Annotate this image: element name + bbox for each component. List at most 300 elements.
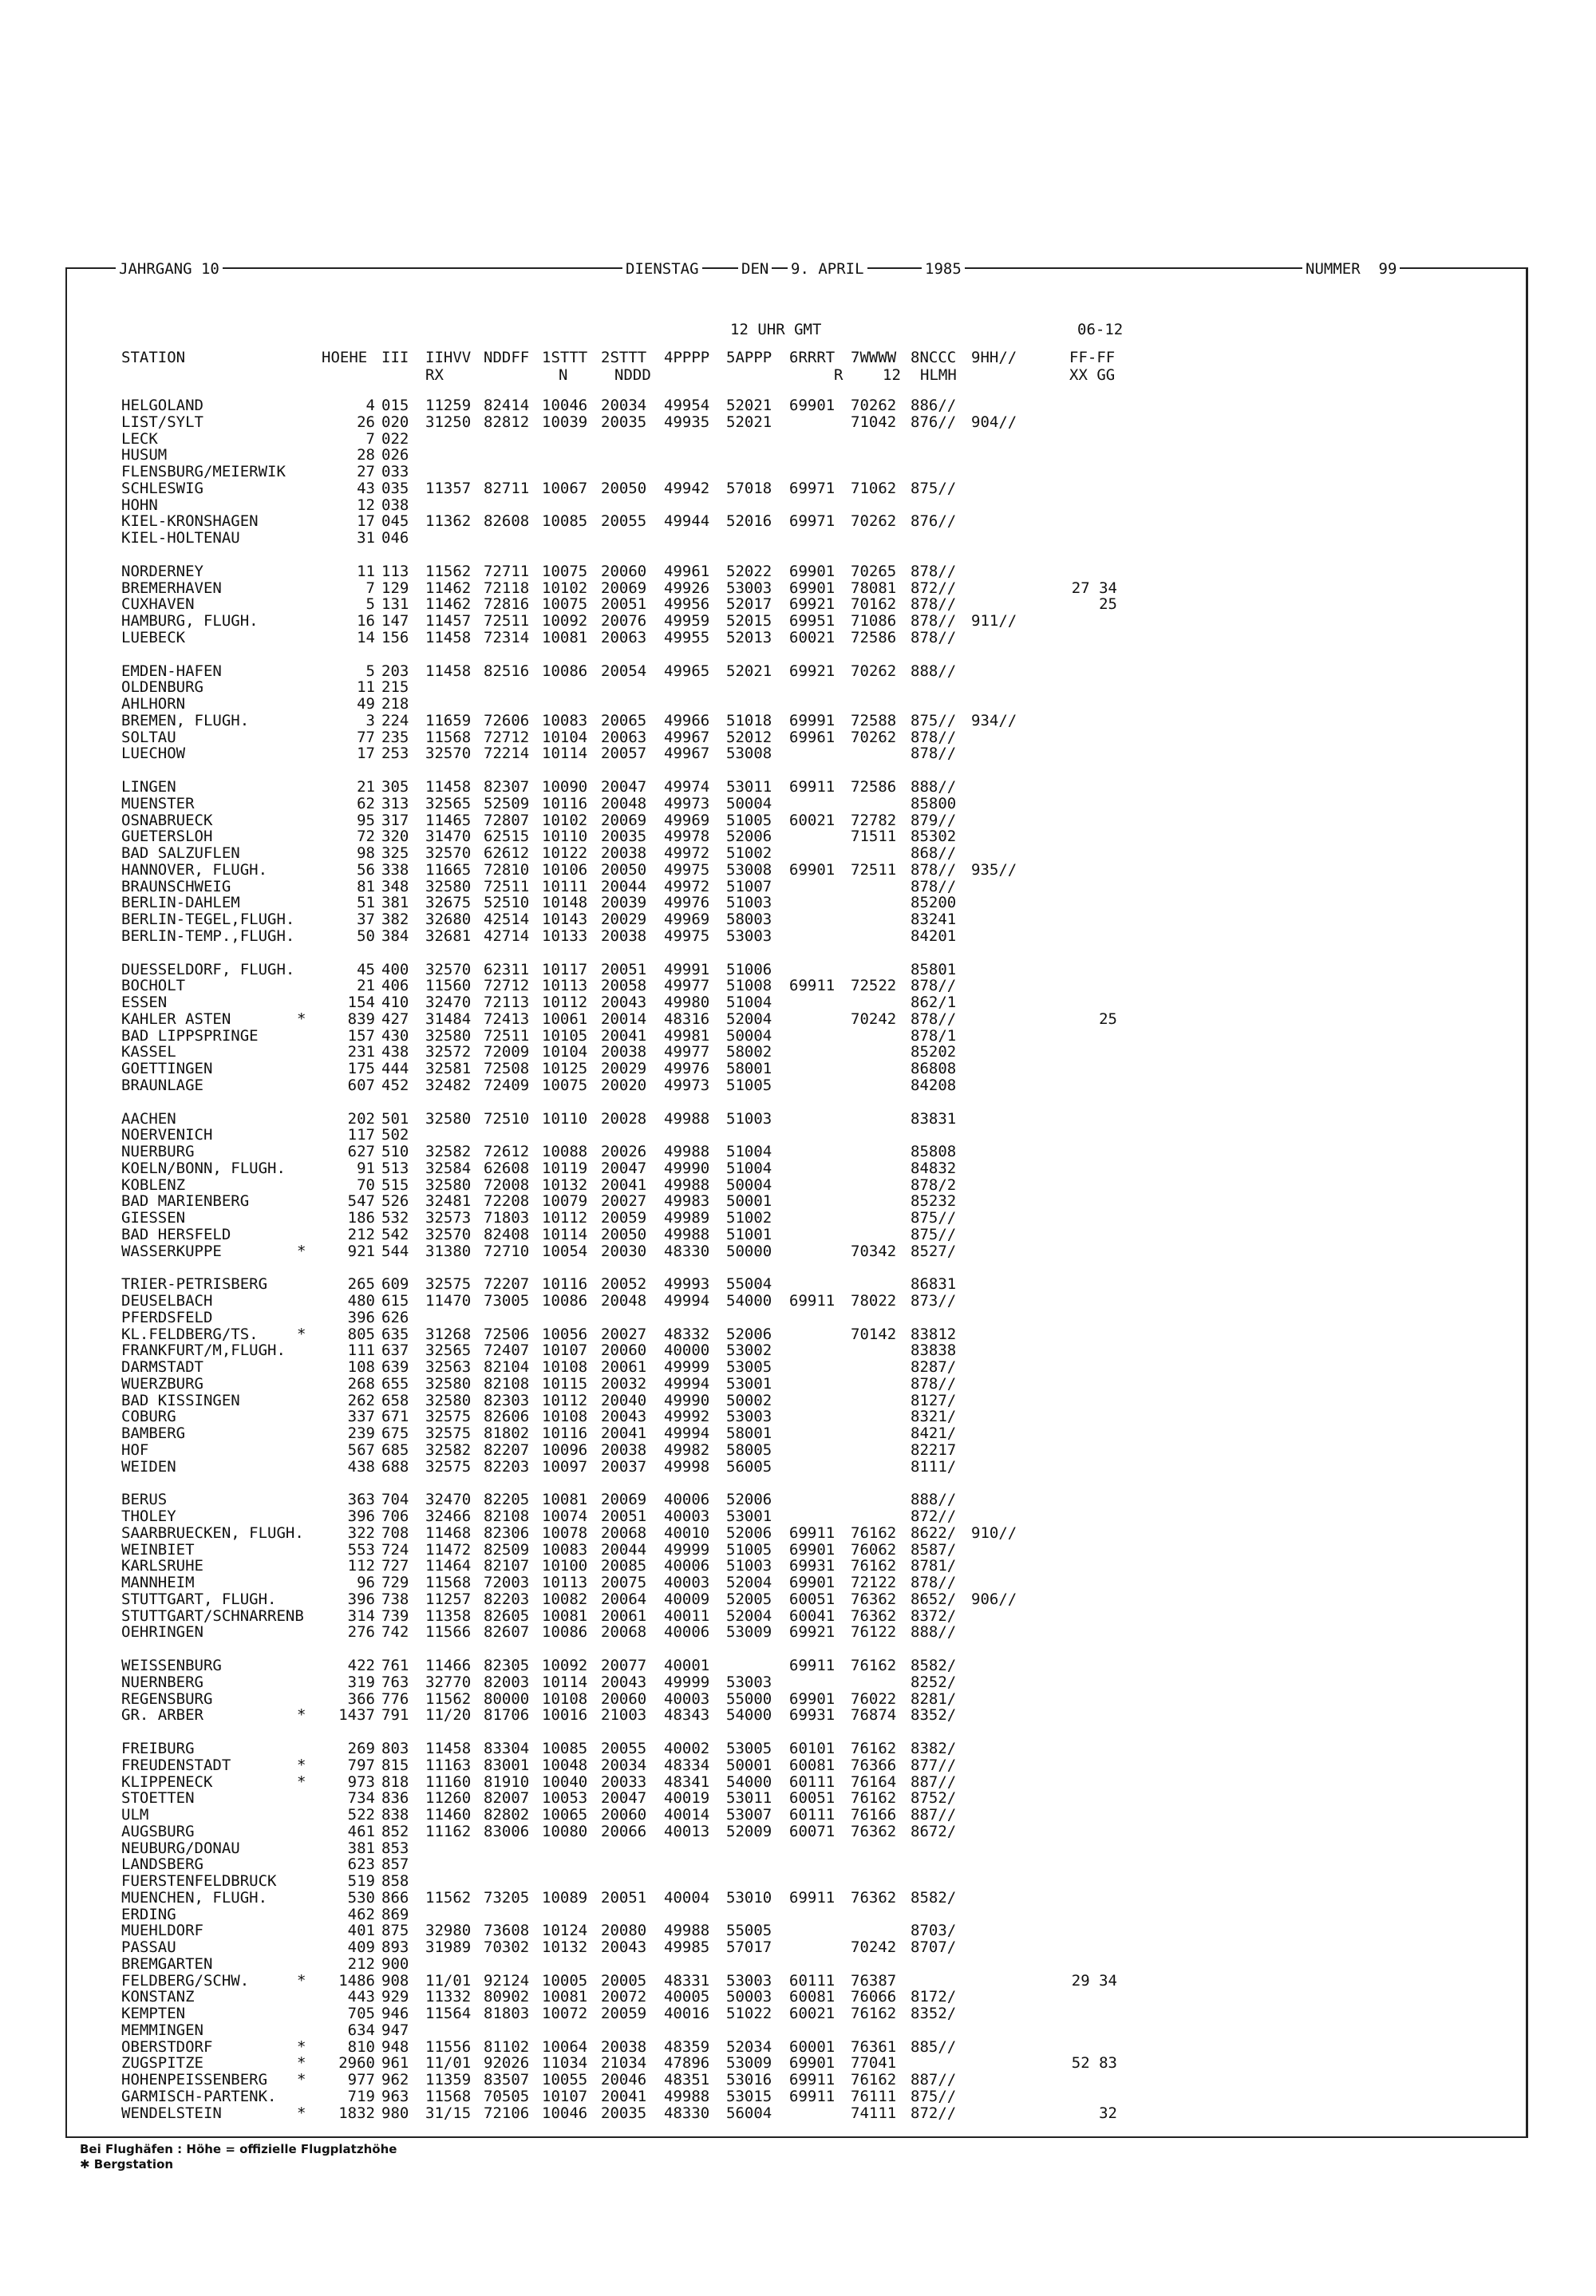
station-id: 609 xyxy=(381,1275,409,1293)
4pppp: 40010 xyxy=(664,1524,710,1542)
col-iii: III xyxy=(381,349,409,366)
6rrrt: 69921 xyxy=(789,595,836,613)
2sttt: 20043 xyxy=(601,1674,647,1691)
1sttt: 10119 xyxy=(542,1160,588,1177)
station-name: NUERNBERG xyxy=(121,1674,203,1691)
7wwww: 72782 xyxy=(851,812,897,829)
col-8nccc: 8NCCC xyxy=(911,349,957,366)
station-name: FELDBERG/SCHW. xyxy=(121,1972,250,1990)
elevation: 438 xyxy=(347,1458,375,1476)
mountain-marker: * xyxy=(297,1773,306,1791)
2sttt: 20047 xyxy=(601,778,647,796)
2sttt: 20043 xyxy=(601,994,647,1011)
8nccc: 886// xyxy=(911,397,957,414)
col-4pppp: 4PPPP xyxy=(664,349,710,366)
6rrrt: 60111 xyxy=(789,1773,836,1791)
station-id: 963 xyxy=(381,2088,409,2105)
8nccc: 878// xyxy=(911,861,957,879)
table-row xyxy=(0,1177,1596,1193)
1sttt: 10122 xyxy=(542,844,588,862)
station-name: FUERSTENFELDBRUCK xyxy=(121,1872,277,1890)
4pppp: 49926 xyxy=(664,579,710,597)
2sttt: 20038 xyxy=(601,2038,647,2056)
station-name: SOLTAU xyxy=(121,729,176,746)
4pppp: 49985 xyxy=(664,1938,710,1956)
iihvv: 11562 xyxy=(425,563,472,580)
7wwww: 76362 xyxy=(851,1823,897,1840)
station-id: 452 xyxy=(381,1077,409,1094)
1sttt: 10116 xyxy=(542,1275,588,1293)
2sttt: 20061 xyxy=(601,1607,647,1625)
nddff: 72207 xyxy=(484,1275,530,1293)
iihvv: 32582 xyxy=(425,1441,472,1459)
2sttt: 20051 xyxy=(601,1508,647,1525)
table-row xyxy=(0,1127,1596,1143)
4pppp: 48330 xyxy=(664,2104,710,2122)
station-name: BERLIN-TEGEL,FLUGH. xyxy=(121,911,295,928)
1sttt: 10061 xyxy=(542,1010,588,1028)
2sttt: 20032 xyxy=(601,1375,647,1393)
7wwww: 71062 xyxy=(851,480,897,497)
5appp: 52021 xyxy=(726,397,772,414)
8nccc: 8172/ xyxy=(911,1988,957,2006)
station-id: 637 xyxy=(381,1342,409,1359)
station-id: 131 xyxy=(381,595,409,613)
station-id: 026 xyxy=(381,446,409,464)
iihvv: 31268 xyxy=(425,1326,472,1343)
station-id: 348 xyxy=(381,878,409,895)
1sttt: 10106 xyxy=(542,861,588,879)
elevation: 12 xyxy=(357,496,375,514)
iihvv: 32481 xyxy=(425,1192,472,1210)
station-name: KOELN/BONN, FLUGH. xyxy=(121,1160,286,1177)
elevation: 43 xyxy=(357,480,375,497)
table-row xyxy=(0,1342,1596,1358)
iihvv: 32980 xyxy=(425,1922,472,1939)
8nccc: 8281/ xyxy=(911,1690,957,1708)
nddff: 83001 xyxy=(484,1757,530,1774)
4pppp: 49974 xyxy=(664,778,710,796)
1sttt: 10104 xyxy=(542,1043,588,1061)
4pppp: 40013 xyxy=(664,1823,710,1840)
table-row xyxy=(0,431,1596,447)
nddff: 73608 xyxy=(484,1922,530,1939)
5appp: 52006 xyxy=(726,1491,772,1508)
6rrrt: 69901 xyxy=(789,1690,836,1708)
nddff: 82306 xyxy=(484,1524,530,1542)
nddff: 82207 xyxy=(484,1441,530,1459)
2sttt: 20037 xyxy=(601,1458,647,1476)
5appp: 58001 xyxy=(726,1060,772,1077)
page-header xyxy=(0,260,1596,284)
elevation: 553 xyxy=(347,1541,375,1559)
station-id: 708 xyxy=(381,1524,409,1542)
8nccc: 8781/ xyxy=(911,1557,957,1575)
station-name: NUERBURG xyxy=(121,1143,195,1160)
nddff: 72409 xyxy=(484,1077,530,1094)
station-id: 313 xyxy=(381,795,409,812)
5appp: 52006 xyxy=(726,1524,772,1542)
elevation: 268 xyxy=(347,1375,375,1393)
nddff: 81102 xyxy=(484,2038,530,2056)
2sttt: 20041 xyxy=(601,2088,647,2105)
table-row xyxy=(0,679,1596,695)
station-name: BREMERHAVEN xyxy=(121,579,222,597)
6rrrt: 69931 xyxy=(789,1706,836,1724)
elevation: 366 xyxy=(347,1690,375,1708)
elevation: 522 xyxy=(347,1806,375,1824)
4pppp: 40002 xyxy=(664,1740,710,1757)
station-id: 400 xyxy=(381,961,409,978)
station-id: 738 xyxy=(381,1591,409,1608)
station-id: 129 xyxy=(381,579,409,597)
7wwww: 77041 xyxy=(851,2054,897,2072)
1sttt: 10081 xyxy=(542,1607,588,1625)
7wwww: 71042 xyxy=(851,413,897,431)
1sttt: 10100 xyxy=(542,1557,588,1575)
4pppp: 49961 xyxy=(664,563,710,580)
volume-label: JAHRGANG 10 xyxy=(116,260,223,278)
9hh: 911// xyxy=(971,612,1017,630)
6rrrt: 60021 xyxy=(789,2005,836,2022)
station-name: HUSUM xyxy=(121,446,168,464)
8nccc: 875// xyxy=(911,480,957,497)
table-row xyxy=(0,1227,1596,1243)
ff-gusts: 25 xyxy=(1099,595,1117,613)
2sttt: 20063 xyxy=(601,729,647,746)
table-row xyxy=(0,1890,1596,1906)
elevation: 7 xyxy=(365,579,375,597)
station-id: 513 xyxy=(381,1160,409,1177)
station-id: 015 xyxy=(381,397,409,414)
1sttt: 10132 xyxy=(542,1176,588,1194)
5appp: 52004 xyxy=(726,1574,772,1591)
4pppp: 49994 xyxy=(664,1375,710,1393)
elevation: 108 xyxy=(347,1358,375,1376)
7wwww: 70242 xyxy=(851,1938,897,1956)
iihvv: 32570 xyxy=(425,745,472,762)
table-row xyxy=(0,2089,1596,2104)
iihvv: 11556 xyxy=(425,2038,472,2056)
iihvv: 32581 xyxy=(425,1060,472,1077)
1sttt: 10115 xyxy=(542,1375,588,1393)
table-row xyxy=(0,1790,1596,1806)
1sttt: 10053 xyxy=(542,1789,588,1807)
1sttt: 10105 xyxy=(542,1027,588,1045)
iihvv: 31470 xyxy=(425,828,472,845)
8nccc: 872// xyxy=(911,579,957,597)
iihvv: 32580 xyxy=(425,1027,472,1045)
7wwww: 70162 xyxy=(851,595,897,613)
elevation: 62 xyxy=(357,795,375,812)
7wwww: 76162 xyxy=(851,1524,897,1542)
station-id: 893 xyxy=(381,1938,409,1956)
iihvv: 11564 xyxy=(425,2005,472,2022)
2sttt: 20038 xyxy=(601,1043,647,1061)
iihvv: 11568 xyxy=(425,729,472,746)
iihvv: 11562 xyxy=(425,1889,472,1907)
station-name: KLIPPENECK xyxy=(121,1773,213,1791)
8nccc: 875// xyxy=(911,712,957,729)
iihvv: 32565 xyxy=(425,795,472,812)
iihvv: 32470 xyxy=(425,994,472,1011)
5appp: 52004 xyxy=(726,1607,772,1625)
5appp: 56005 xyxy=(726,1458,772,1476)
8nccc: 8372/ xyxy=(911,1607,957,1625)
nddff: 42714 xyxy=(484,927,530,945)
station-name: KEMPTEN xyxy=(121,2005,186,2022)
station-id: 510 xyxy=(381,1143,409,1160)
1sttt: 10111 xyxy=(542,878,588,895)
station-name: FLENSBURG/MEIERWIK xyxy=(121,463,286,480)
station-name: BERLIN-TEMP.,FLUGH. xyxy=(121,927,295,945)
8nccc: 8582/ xyxy=(911,1889,957,1907)
1sttt: 11034 xyxy=(542,2054,588,2072)
elevation: 921 xyxy=(347,1243,375,1260)
8nccc: 878// xyxy=(911,1375,957,1393)
6rrrt: 69911 xyxy=(789,1889,836,1907)
4pppp: 49967 xyxy=(664,729,710,746)
4pppp: 49973 xyxy=(664,795,710,812)
8nccc: 888// xyxy=(911,662,957,680)
2sttt: 20014 xyxy=(601,1010,647,1028)
8nccc: 8127/ xyxy=(911,1392,957,1409)
1sttt: 10107 xyxy=(542,2088,588,2105)
1sttt: 10114 xyxy=(542,1674,588,1691)
5appp: 53016 xyxy=(726,2071,772,2089)
elevation: 634 xyxy=(347,2021,375,2039)
table-row xyxy=(0,812,1596,828)
table-row xyxy=(0,1973,1596,1989)
nddff: 82607 xyxy=(484,1623,530,1641)
iihvv: 31/15 xyxy=(425,2104,472,2122)
5appp: 52005 xyxy=(726,1591,772,1608)
nddff: 72612 xyxy=(484,1143,530,1160)
iihvv: 11458 xyxy=(425,1740,472,1757)
station-id: 655 xyxy=(381,1375,409,1393)
5appp: 55004 xyxy=(726,1275,772,1293)
station-id: 544 xyxy=(381,1243,409,1260)
2sttt: 20075 xyxy=(601,1574,647,1591)
8nccc: 888// xyxy=(911,1491,957,1508)
6rrrt: 69911 xyxy=(789,1524,836,1542)
col-9hh: 9HH// xyxy=(971,349,1017,366)
8nccc: 875// xyxy=(911,2088,957,2105)
5appp: 51002 xyxy=(726,1209,772,1227)
4pppp: 49977 xyxy=(664,1043,710,1061)
station-id: 381 xyxy=(381,894,409,911)
station-id: 706 xyxy=(381,1508,409,1525)
table-row xyxy=(0,1674,1596,1690)
1sttt: 10080 xyxy=(542,1823,588,1840)
table-row xyxy=(0,1028,1596,1044)
table-row xyxy=(0,1061,1596,1077)
5appp: 51003 xyxy=(726,1557,772,1575)
1sttt: 10086 xyxy=(542,1623,588,1641)
station-name: NEUBURG/DONAU xyxy=(121,1840,240,1857)
nddff: 82408 xyxy=(484,1226,530,1243)
8nccc: 879// xyxy=(911,812,957,829)
col-1sttt: 1STTT xyxy=(542,349,588,366)
table-row xyxy=(0,1111,1596,1127)
station-name: AHLHORN xyxy=(121,695,186,713)
1sttt: 10132 xyxy=(542,1938,588,1956)
table-row xyxy=(0,696,1596,712)
table-row xyxy=(0,1989,1596,2005)
col-ffff-sub: XX GG xyxy=(1069,366,1116,384)
table-row xyxy=(0,1707,1596,1723)
5appp: 57017 xyxy=(726,1938,772,1956)
6rrrt: 69901 xyxy=(789,1574,836,1591)
9hh: 934// xyxy=(971,712,1017,729)
station-name: BERLIN-DAHLEM xyxy=(121,894,240,911)
elevation: 45 xyxy=(357,961,375,978)
4pppp: 40009 xyxy=(664,1591,710,1608)
4pppp: 40006 xyxy=(664,1491,710,1508)
table-row xyxy=(0,1459,1596,1475)
station-name: BAD HERSFELD xyxy=(121,1226,231,1243)
5appp: 51008 xyxy=(726,977,772,994)
elevation: 607 xyxy=(347,1077,375,1094)
1sttt: 10096 xyxy=(542,1441,588,1459)
table-row xyxy=(0,796,1596,812)
6rrrt: 69911 xyxy=(789,1292,836,1310)
4pppp: 49988 xyxy=(664,1176,710,1194)
table-row xyxy=(0,1011,1596,1027)
station-id: 253 xyxy=(381,745,409,762)
station-id: 035 xyxy=(381,480,409,497)
station-id: 704 xyxy=(381,1491,409,1508)
8nccc: 8707/ xyxy=(911,1938,957,1956)
elevation: 319 xyxy=(347,1674,375,1691)
table-row xyxy=(0,1575,1596,1591)
year: 1985 xyxy=(922,260,965,278)
table-row xyxy=(0,1542,1596,1558)
station-id: 763 xyxy=(381,1674,409,1691)
nddff: 72712 xyxy=(484,729,530,746)
8nccc: 8252/ xyxy=(911,1674,957,1691)
7wwww: 76361 xyxy=(851,2038,897,2056)
4pppp: 48330 xyxy=(664,1243,710,1260)
4pppp: 40003 xyxy=(664,1574,710,1591)
5appp: 51003 xyxy=(726,894,772,911)
station-name: BAD KISSINGEN xyxy=(121,1392,240,1409)
table-row xyxy=(0,978,1596,994)
station-id: 502 xyxy=(381,1126,409,1144)
table-row xyxy=(0,745,1596,761)
station-id: 113 xyxy=(381,563,409,580)
station-id: 384 xyxy=(381,927,409,945)
nddff: 82307 xyxy=(484,778,530,796)
station-name: KIEL-KRONSHAGEN xyxy=(121,512,259,530)
station-id: 639 xyxy=(381,1358,409,1376)
7wwww: 72522 xyxy=(851,977,897,994)
7wwww: 76162 xyxy=(851,2071,897,2089)
elevation: 839 xyxy=(347,1010,375,1028)
issue-number: NUMMER 99 xyxy=(1302,260,1400,278)
table-row xyxy=(0,1807,1596,1823)
station-name: STUTTGART, FLUGH. xyxy=(121,1591,277,1608)
table-row xyxy=(0,1508,1596,1524)
7wwww: 76362 xyxy=(851,1591,897,1608)
elevation: 2960 xyxy=(338,2054,375,2072)
2sttt: 20065 xyxy=(601,712,647,729)
station-id: 515 xyxy=(381,1176,409,1194)
8nccc: 8111/ xyxy=(911,1458,957,1476)
station-name: BAD MARIENBERG xyxy=(121,1192,250,1210)
2sttt: 20066 xyxy=(601,1823,647,1840)
1sttt: 10107 xyxy=(542,1342,588,1359)
5appp: 52017 xyxy=(726,595,772,613)
7wwww: 76022 xyxy=(851,1690,897,1708)
iihvv: 11162 xyxy=(425,1823,472,1840)
station-id: 215 xyxy=(381,678,409,696)
5appp: 51004 xyxy=(726,1160,772,1177)
2sttt: 20030 xyxy=(601,1243,647,1260)
5appp: 52009 xyxy=(726,1823,772,1840)
weekday: DIENSTAG xyxy=(622,260,702,278)
7wwww: 72586 xyxy=(851,629,897,646)
station-name: ERDING xyxy=(121,1906,176,1923)
iihvv: 32575 xyxy=(425,1275,472,1293)
iihvv: 32681 xyxy=(425,927,472,945)
station-name: HOHN xyxy=(121,496,158,514)
4pppp: 49967 xyxy=(664,745,710,762)
8nccc: 878// xyxy=(911,629,957,646)
table-row xyxy=(0,596,1596,612)
8nccc: 877// xyxy=(911,1757,957,1774)
station-name: BREMGARTEN xyxy=(121,1955,213,1973)
4pppp: 40016 xyxy=(664,2005,710,2022)
7wwww: 70262 xyxy=(851,512,897,530)
table-row xyxy=(0,1956,1596,1972)
8nccc: 8582/ xyxy=(911,1657,957,1674)
station-name: ZUGSPITZE xyxy=(121,2054,203,2072)
1sttt: 10081 xyxy=(542,1491,588,1508)
iihvv: 11358 xyxy=(425,1607,472,1625)
8nccc: 878// xyxy=(911,745,957,762)
table-row xyxy=(0,1591,1596,1607)
station-id: 235 xyxy=(381,729,409,746)
station-id: 875 xyxy=(381,1922,409,1939)
iihvv: 11362 xyxy=(425,512,472,530)
6rrrt: 60101 xyxy=(789,1740,836,1757)
elevation: 363 xyxy=(347,1491,375,1508)
col-iihvv: IIHVV xyxy=(425,349,472,366)
station-name: BERUS xyxy=(121,1491,168,1508)
table-row xyxy=(0,630,1596,646)
station-name: DEUSELBACH xyxy=(121,1292,213,1310)
table-row xyxy=(0,2072,1596,2088)
table-row xyxy=(0,962,1596,978)
table-row xyxy=(0,1907,1596,1923)
iihvv: 32582 xyxy=(425,1143,472,1160)
elevation: 16 xyxy=(357,612,375,630)
1sttt: 10056 xyxy=(542,1326,588,1343)
6rrrt: 60081 xyxy=(789,1988,836,2006)
station-name: WEINBIET xyxy=(121,1541,195,1559)
station-name: LIST/SYLT xyxy=(121,413,203,431)
5appp: 53010 xyxy=(726,1889,772,1907)
station-id: 658 xyxy=(381,1392,409,1409)
table-row xyxy=(0,1144,1596,1160)
station-id: 761 xyxy=(381,1657,409,1674)
4pppp: 40003 xyxy=(664,1508,710,1525)
elevation: 5 xyxy=(365,595,375,613)
8nccc: 8527/ xyxy=(911,1243,957,1260)
footnote-mountain: ✱ Bergstation xyxy=(80,2157,174,2172)
4pppp: 40006 xyxy=(664,1623,710,1641)
